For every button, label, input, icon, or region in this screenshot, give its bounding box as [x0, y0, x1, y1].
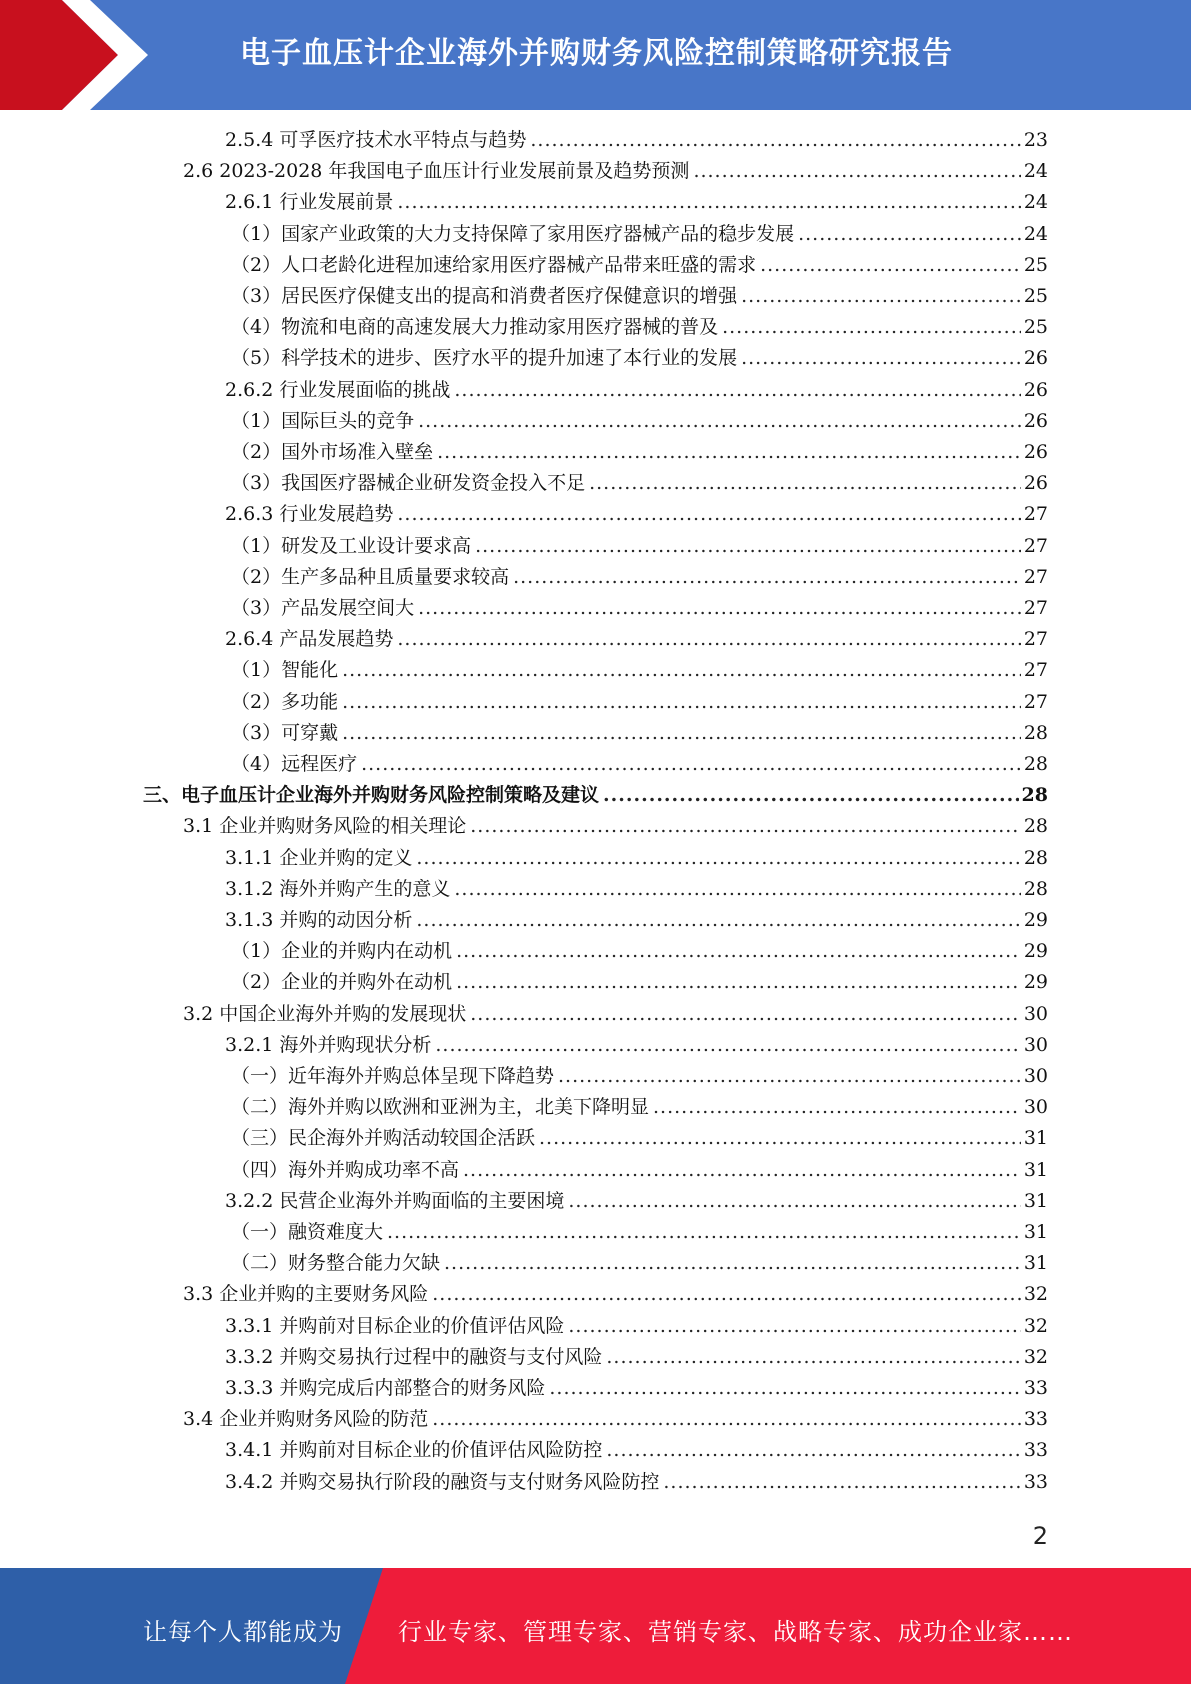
toc-entry-title: （1）智能化 — [231, 659, 339, 682]
toc-entry-page: 26 — [1023, 472, 1048, 495]
toc-entry[interactable] — [231, 252, 1048, 278]
toc-entry-page: 27 — [1023, 503, 1048, 526]
toc-dot-leader — [456, 969, 1021, 995]
toc-entry[interactable] — [183, 1281, 1048, 1307]
toc-entry-page: 29 — [1023, 971, 1048, 994]
toc-entry[interactable] — [231, 564, 1048, 590]
toc-entry-title: 2.5.4 可孚医疗技术水平特点与趋势 — [225, 129, 527, 151]
toc-entry-page: 33 — [1023, 1439, 1048, 1462]
toc-entry-title: 3.1.2 海外并购产生的意义 — [225, 877, 451, 900]
toc-entry-page: 27 — [1023, 565, 1048, 588]
toc-entry-title: 2.6.4 产品发展趋势 — [225, 628, 394, 651]
toc-dot-leader — [432, 1281, 1021, 1307]
toc-dot-leader — [387, 1219, 1021, 1245]
toc-entry-page: 33 — [1023, 1408, 1048, 1431]
toc-entry[interactable] — [183, 813, 1048, 839]
toc-entry[interactable] — [231, 408, 1048, 434]
toc-entry-page: 23 — [1023, 129, 1048, 151]
toc-dot-leader — [470, 813, 1021, 839]
toc-entry[interactable] — [231, 689, 1048, 715]
page-header — [0, 0, 1191, 110]
toc-entry-page: 26 — [1023, 441, 1048, 463]
toc-entry-page: 32 — [1023, 1345, 1048, 1368]
toc-entry-page: 33 — [1023, 1377, 1048, 1399]
toc-dot-leader — [397, 189, 1020, 215]
toc-entry[interactable] — [231, 439, 1048, 465]
toc-entry[interactable] — [231, 595, 1048, 621]
toc-entry-title: （3）产品发展空间大 — [231, 597, 415, 619]
toc-dot-leader — [606, 1344, 1020, 1370]
toc-entry-title: （二）海外并购以欧洲和亚洲为主，北美下降明显 — [231, 1096, 650, 1119]
toc-entry-page: 24 — [1023, 191, 1048, 214]
toc-dot-leader — [418, 595, 1021, 621]
toc-entry-page: 27 — [1023, 690, 1048, 713]
toc-entry-title: 2.6.1 行业发展前景 — [225, 191, 394, 214]
toc-entry-title: 3.3.3 并购完成后内部整合的财务风险 — [225, 1377, 546, 1399]
toc-dot-leader — [798, 221, 1021, 247]
toc-entry-page: 27 — [1023, 597, 1048, 619]
toc-dot-leader — [568, 1313, 1020, 1339]
toc-entry[interactable] — [231, 1094, 1048, 1120]
toc-entry-page: 29 — [1023, 940, 1048, 963]
toc-entry-title: （4）物流和电商的高速发展大力推动家用医疗器械的普及 — [231, 316, 719, 339]
toc-entry-title: 2.6.3 行业发展趋势 — [225, 503, 394, 526]
toc-dot-leader — [722, 314, 1021, 340]
toc-dot-leader — [530, 127, 1020, 153]
toc-entry[interactable] — [231, 221, 1048, 247]
toc-entry-page: 27 — [1023, 628, 1048, 651]
toc-entry-title: 2.6.2 行业发展面临的挑战 — [225, 378, 451, 401]
toc-entry[interactable] — [225, 626, 1048, 652]
toc-entry-title: （2）企业的并购外在动机 — [231, 971, 453, 994]
toc-entry[interactable] — [225, 127, 1048, 153]
toc-entry-page: 26 — [1023, 409, 1048, 432]
toc-entry-page: 31 — [1023, 1127, 1048, 1150]
toc-dot-leader — [437, 439, 1021, 465]
toc-dot-leader — [741, 345, 1021, 371]
toc-entry-title: （1）国际巨头的竞争 — [231, 409, 415, 432]
toc-entry[interactable] — [225, 189, 1048, 215]
toc-entry-page: 32 — [1023, 1314, 1048, 1337]
toc-entry-page: 28 — [1023, 721, 1048, 744]
toc-entry[interactable] — [231, 470, 1048, 496]
toc-entry-page: 31 — [1023, 1189, 1048, 1212]
toc-entry[interactable] — [231, 1063, 1048, 1089]
toc-entry[interactable] — [231, 720, 1048, 746]
toc-entry[interactable] — [225, 1313, 1048, 1339]
toc-entry[interactable] — [231, 969, 1048, 995]
toc-entry[interactable] — [225, 501, 1048, 527]
toc-entry-title: （一）近年海外并购总体呈现下降趋势 — [231, 1065, 555, 1087]
toc-dot-leader — [435, 1032, 1020, 1058]
toc-entry[interactable] — [183, 158, 1048, 184]
toc-entry-title: 三、电子血压计企业海外并购财务风险控制策略及建议 — [143, 784, 600, 807]
toc-dot-leader — [342, 689, 1021, 715]
toc-entry-title: 3.1.3 并购的动因分析 — [225, 909, 413, 931]
toc-entry[interactable] — [225, 1437, 1048, 1463]
toc-entry[interactable] — [231, 1250, 1048, 1276]
toc-entry-title: 3.4.1 并购前对目标企业的价值评估风险防控 — [225, 1439, 603, 1462]
toc-entry[interactable] — [225, 377, 1048, 403]
toc-entry-title: （3）我国医疗器械企业研发资金投入不足 — [231, 472, 586, 495]
toc-entry-title: （1）研发及工业设计要求高 — [231, 534, 472, 557]
toc-entry-title: （四）海外并购成功率不高 — [231, 1158, 460, 1181]
toc-dot-leader — [558, 1063, 1021, 1089]
toc-dot-leader — [470, 1001, 1021, 1027]
toc-entry-page: 24 — [1023, 222, 1048, 245]
toc-entry[interactable] — [225, 1469, 1048, 1495]
toc-entry[interactable] — [225, 876, 1048, 902]
toc-dot-leader — [342, 720, 1021, 746]
toc-entry[interactable] — [225, 1032, 1048, 1058]
toc-entry[interactable] — [231, 938, 1048, 964]
toc-dot-leader — [361, 751, 1021, 777]
toc-entry-title: （2）多功能 — [231, 690, 339, 713]
toc-entry[interactable] — [231, 1219, 1048, 1245]
toc-entry[interactable] — [231, 751, 1048, 777]
toc-entry-page: 25 — [1023, 316, 1048, 339]
toc-dot-leader — [444, 1250, 1021, 1276]
toc-entry-title: 3.2.1 海外并购现状分析 — [225, 1033, 432, 1056]
toc-entry-page: 28 — [1021, 784, 1048, 807]
toc-dot-leader — [653, 1094, 1021, 1120]
toc-entry[interactable] — [225, 1375, 1048, 1401]
footer-slogan-right: 行业专家、管理专家、营销专家、战略专家、成功企业家…… — [398, 1618, 1073, 1646]
toc-dot-leader — [539, 1125, 1021, 1151]
toc-entry-title: 3.1.1 企业并购的定义 — [225, 846, 413, 869]
toc-dot-leader — [454, 377, 1020, 403]
toc-dot-leader — [568, 1188, 1020, 1214]
toc-entry-page: 30 — [1023, 1002, 1048, 1025]
toc-entry-page: 25 — [1023, 253, 1048, 276]
toc-entry-page: 27 — [1023, 659, 1048, 682]
toc-dot-leader — [432, 1406, 1021, 1432]
toc-entry-page: 31 — [1023, 1221, 1048, 1243]
toc-entry[interactable] — [231, 283, 1048, 309]
toc-dot-leader — [760, 252, 1021, 278]
toc-dot-leader — [589, 470, 1021, 496]
toc-dot-leader — [741, 283, 1021, 309]
toc-dot-leader — [463, 1157, 1021, 1183]
toc-entry-page: 28 — [1023, 753, 1048, 775]
toc-entry-page: 28 — [1023, 815, 1048, 838]
toc-dot-leader — [549, 1375, 1020, 1401]
toc-entry[interactable] — [225, 1344, 1048, 1370]
toc-entry-title: 3.4 企业并购财务风险的防范 — [183, 1408, 429, 1431]
toc-entry-page: 30 — [1023, 1033, 1048, 1056]
toc-entry-title: （三）民企海外并购活动较国企活跃 — [231, 1127, 536, 1150]
toc-entry[interactable] — [183, 1001, 1048, 1027]
toc-entry-title: 3.3.1 并购前对目标企业的价值评估风险 — [225, 1314, 565, 1337]
toc-dot-leader — [513, 564, 1021, 590]
toc-entry[interactable] — [143, 782, 1048, 808]
toc-entry-page: 33 — [1023, 1470, 1048, 1493]
toc-entry-page: 24 — [1023, 160, 1048, 183]
toc-entry-page: 30 — [1023, 1065, 1048, 1087]
toc-entry-title: （二）财务整合能力欠缺 — [231, 1252, 441, 1275]
toc-entry-title: （4）远程医疗 — [231, 753, 358, 775]
toc-entry-title: 3.3.2 并购交易执行过程中的融资与支付风险 — [225, 1345, 603, 1368]
toc-dot-leader — [397, 626, 1020, 652]
toc-entry[interactable] — [225, 907, 1048, 933]
toc-entry-title: 3.1 企业并购财务风险的相关理论 — [183, 815, 467, 838]
toc-entry-title: （2）生产多品种且质量要求较高 — [231, 565, 510, 588]
toc-entry-page: 26 — [1023, 378, 1048, 401]
toc-entry-page: 25 — [1023, 285, 1048, 307]
toc-entry-page: 28 — [1023, 877, 1048, 900]
toc-entry-title: 3.2.2 民营企业海外并购面临的主要困境 — [225, 1189, 565, 1212]
toc-entry-title: 3.2 中国企业海外并购的发展现状 — [183, 1002, 467, 1025]
toc-entry[interactable] — [225, 1188, 1048, 1214]
toc-dot-leader — [454, 876, 1020, 902]
toc-dot-leader — [397, 501, 1020, 527]
toc-dot-leader — [416, 845, 1020, 871]
toc-dot-leader — [606, 1437, 1020, 1463]
toc-entry-title: （1）企业的并购内在动机 — [231, 940, 453, 963]
toc-entry-title: （一）融资难度大 — [231, 1221, 384, 1243]
toc-entry-title: （2）人口老龄化进程加速给家用医疗器械产品带来旺盛的需求 — [231, 253, 757, 276]
toc-entry-title: 2.6 2023-2028 年我国电子血压计行业发展前景及趋势预测 — [183, 160, 690, 183]
toc-entry-page: 32 — [1023, 1283, 1048, 1306]
toc-entry[interactable] — [231, 1125, 1048, 1151]
toc-entry-page: 28 — [1023, 846, 1048, 869]
toc-entry[interactable] — [183, 1406, 1048, 1432]
toc-dot-leader — [456, 938, 1021, 964]
toc-entry-title: （3）居民医疗保健支出的提高和消费者医疗保健意识的增强 — [231, 285, 738, 307]
toc-dot-leader — [342, 657, 1021, 683]
toc-dot-leader — [416, 907, 1020, 933]
toc-dot-leader — [663, 1469, 1020, 1495]
toc-dot-leader — [475, 533, 1021, 559]
toc-entry-page: 31 — [1023, 1252, 1048, 1275]
toc-entry-page: 26 — [1023, 347, 1048, 370]
toc-entry[interactable] — [231, 314, 1048, 340]
toc-entry-title: （5）科学技术的进步、医疗水平的提升加速了本行业的发展 — [231, 347, 738, 370]
footer-slogan-left: 让每个人都能成为 — [143, 1618, 343, 1646]
toc-entry[interactable] — [231, 1157, 1048, 1183]
toc-entry[interactable] — [225, 845, 1048, 871]
toc-entry[interactable] — [231, 657, 1048, 683]
toc-entry-page: 29 — [1023, 909, 1048, 931]
report-title: 电子血压计企业海外并购财务风险控制策略研究报告 — [240, 36, 953, 71]
toc-dot-leader — [418, 408, 1021, 434]
toc-entry-page: 27 — [1023, 534, 1048, 557]
toc-entry-title: 3.3 企业并购的主要财务风险 — [183, 1283, 429, 1306]
toc-dot-leader — [693, 158, 1020, 184]
toc-dot-leader — [603, 782, 1019, 808]
toc-entry-page: 30 — [1023, 1096, 1048, 1119]
toc-entry-title: （2）国外市场准入壁垒 — [231, 441, 434, 463]
toc-entry-title: （1）国家产业政策的大力支持保障了家用医疗器械产品的稳步发展 — [231, 222, 795, 245]
toc-entry[interactable] — [231, 533, 1048, 559]
toc-entry-page: 31 — [1023, 1158, 1048, 1181]
page-number: 2 — [1032, 1522, 1048, 1550]
toc-entry-title: 3.4.2 并购交易执行阶段的融资与支付财务风险防控 — [225, 1470, 660, 1493]
toc-entry-title: （3）可穿戴 — [231, 721, 339, 744]
toc-entry[interactable] — [231, 345, 1048, 371]
